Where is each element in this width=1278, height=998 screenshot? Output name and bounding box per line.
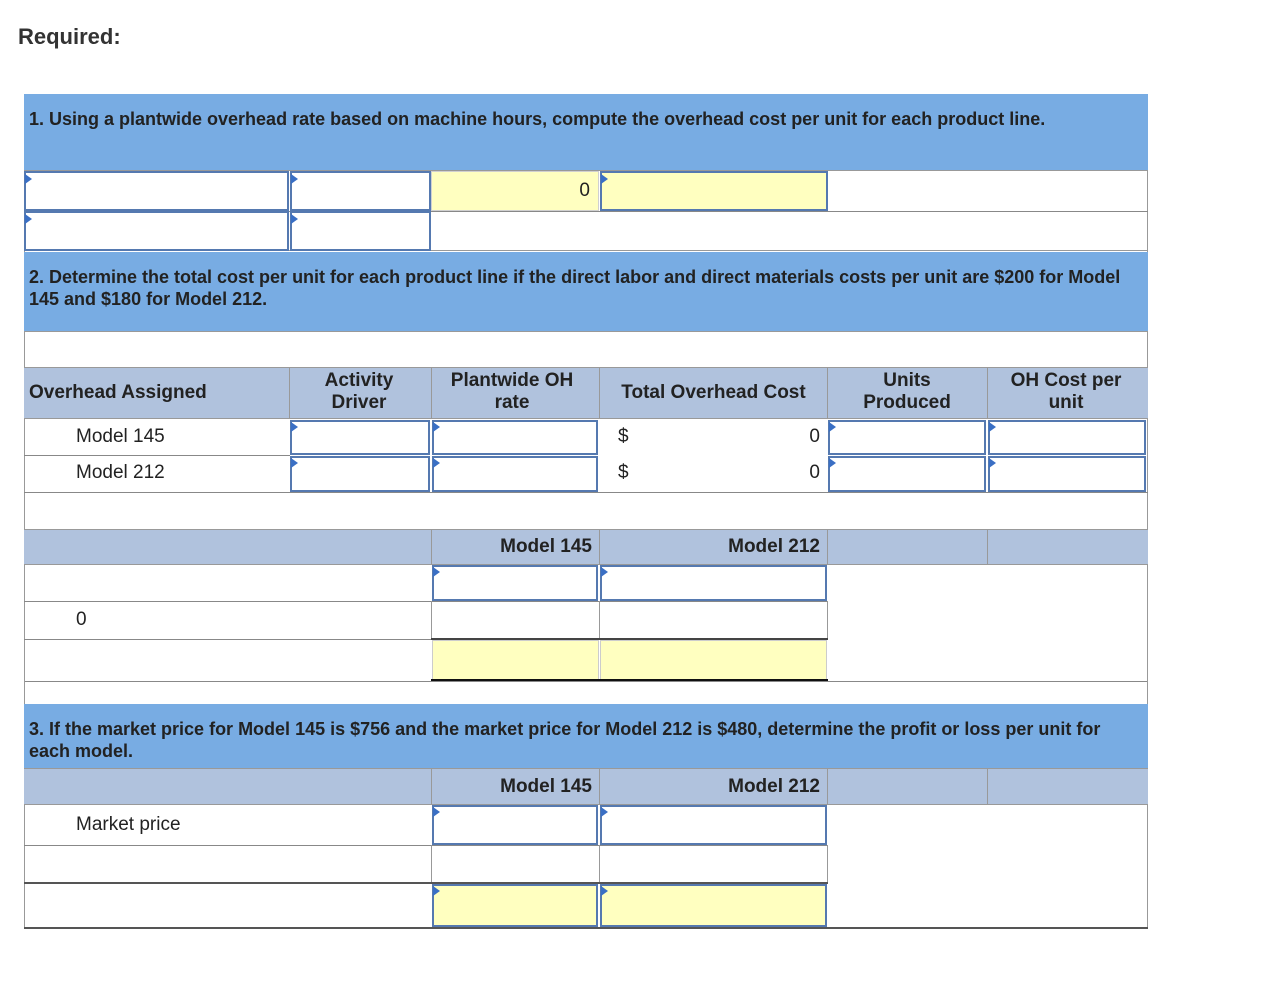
divider — [24, 455, 290, 456]
q1-row1-value-input[interactable] — [290, 171, 431, 211]
header-total-overhead: Total Overhead Cost — [621, 382, 806, 403]
question-2-banner — [24, 252, 1148, 332]
q3-header-model-212: Model 212 — [728, 776, 820, 797]
summary-total-model-212 — [600, 640, 827, 680]
divider — [289, 367, 290, 419]
row-label-model-212: Model 212 — [76, 462, 165, 483]
profit-model-145-input[interactable] — [432, 884, 598, 927]
divider — [431, 367, 432, 419]
question-3-text: 3. If the market price for Model 145 is $756 and the market price for Model 212 is $480, determine the profit or loss per unit for each model. — [29, 719, 1101, 761]
model-145-units-produced-input[interactable] — [828, 420, 986, 455]
divider — [827, 529, 828, 565]
model-212-activity-driver-input[interactable] — [290, 456, 430, 492]
q1-row1-result-input[interactable] — [600, 171, 828, 211]
divider — [827, 845, 828, 883]
market-price-model-145-input[interactable] — [432, 805, 598, 845]
model-212-units-marker-icon — [829, 458, 836, 468]
model-212-plantwide-rate-input[interactable] — [432, 456, 598, 492]
divider — [987, 769, 988, 805]
model-212-activity-marker-icon — [291, 458, 298, 468]
divider — [987, 529, 988, 565]
divider — [24, 601, 828, 602]
question-2-text: 2. Determine the total cost per unit for each product line if the direct labor and direct materials costs per unit are $200 for Model 145 and $180 for Model 212. — [29, 267, 1121, 309]
divider — [987, 367, 988, 419]
summary-row1-model-145-input[interactable] — [432, 565, 598, 601]
market-price-model-212-input[interactable] — [600, 805, 827, 845]
divider — [431, 845, 432, 883]
divider — [827, 367, 828, 419]
page-title: Required: — [18, 24, 121, 49]
summary-total-model-145 — [432, 640, 599, 680]
profit-model-212-input[interactable] — [600, 884, 827, 927]
summary-row2-label: 0 — [76, 609, 87, 630]
model-145-oh-cost-input[interactable] — [988, 420, 1146, 455]
divider — [431, 601, 432, 639]
model-212-ohcost-marker-icon — [989, 458, 996, 468]
market-price-label: Market price — [76, 814, 181, 835]
question-1-banner — [24, 94, 1148, 171]
model-145-ohcost-marker-icon — [989, 422, 996, 432]
model-212-oh-cost-input[interactable] — [988, 456, 1146, 492]
divider — [24, 639, 431, 640]
q3-header-model-145: Model 145 — [500, 776, 592, 797]
model-145-total-overhead: 0 — [809, 426, 820, 447]
model-145-activity-driver-input[interactable] — [290, 420, 430, 455]
market-145-marker-icon — [433, 807, 440, 817]
q1-row2-label-input[interactable] — [24, 211, 289, 251]
q1-row2-value-input[interactable] — [290, 211, 431, 251]
q1-row1-computed-value: 0 — [579, 180, 590, 201]
divider — [599, 845, 600, 883]
profit-145-marker-icon — [433, 886, 440, 896]
summary-header-model-145: Model 145 — [500, 536, 592, 557]
summary-header-model-212: Model 212 — [728, 536, 820, 557]
header-units-produced: Units Produced — [863, 370, 951, 413]
summary-row1-212-marker-icon — [601, 567, 608, 577]
q1-row2-value-marker-icon — [291, 214, 298, 224]
divider — [599, 601, 600, 639]
model-212-units-produced-input[interactable] — [828, 456, 986, 492]
question-3-banner — [24, 704, 1148, 769]
divider — [827, 601, 828, 639]
divider — [24, 492, 1148, 493]
summary-row1-model-212-input[interactable] — [600, 565, 827, 601]
q1-row1-label-marker-icon — [25, 174, 32, 184]
model-145-activity-marker-icon — [291, 422, 298, 432]
q1-row1-value-marker-icon — [291, 174, 298, 184]
divider — [24, 927, 1148, 929]
header-plantwide-rate: Plantwide OH rate — [450, 370, 574, 413]
model-212-rate-marker-icon — [433, 458, 440, 468]
q1-row1-label-input[interactable] — [24, 171, 289, 211]
model-145-rate-marker-icon — [433, 422, 440, 432]
divider — [827, 769, 828, 805]
summary-row1-145-marker-icon — [433, 567, 440, 577]
question-1-text: 1. Using a plantwide overhead rate based on machine hours, compute the overhead cost per unit for each product line. — [29, 109, 1046, 129]
divider — [24, 845, 828, 846]
header-overhead-assigned: Overhead Assigned — [29, 382, 207, 403]
model-145-plantwide-rate-input[interactable] — [432, 420, 598, 455]
q1-row2-label-marker-icon — [25, 214, 32, 224]
row-label-model-145: Model 145 — [76, 426, 165, 447]
market-212-marker-icon — [601, 807, 608, 817]
model-212-total-overhead: 0 — [809, 462, 820, 483]
header-oh-cost-per-unit: OH Cost per unit — [1010, 370, 1122, 413]
model-145-units-marker-icon — [829, 422, 836, 432]
model-145-currency: $ — [618, 426, 629, 447]
profit-212-marker-icon — [601, 886, 608, 896]
header-activity-driver: Activity Driver — [324, 370, 394, 413]
model-212-currency: $ — [618, 462, 629, 483]
q1-row1-computed-cell — [431, 171, 599, 211]
q1-row1-result-marker-icon — [601, 174, 608, 184]
